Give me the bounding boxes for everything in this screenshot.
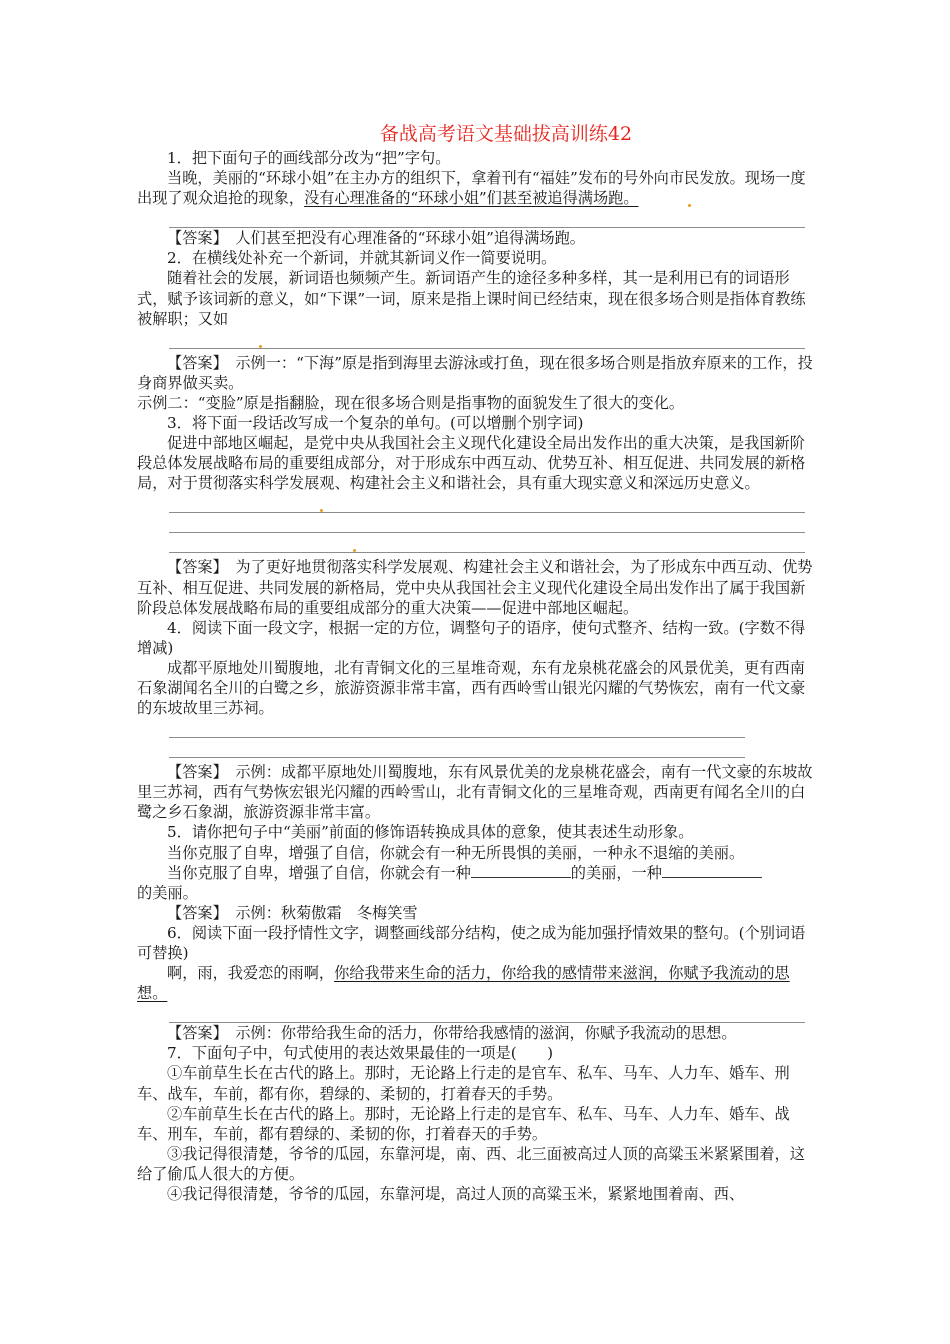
answer-text: 为了更好地贯彻落实科学发展观、构建社会主义和谐社会，为了形成东中西互动、优势互补、相互促进、共同发展的新格局，党中央从我国社会主义现代化建设全局出发作出了属于我国新阶段总体发展战略布局的重要组成部分的重大决策——促进中部地区崛起。	[137, 558, 813, 617]
answer-tag: 【答案】	[167, 558, 221, 577]
question-1-prompt: 1．把下面句子的画线部分改为“把”字句。	[167, 149, 451, 167]
question-7-option-2: ②车前草生长在古代的路上。那时，无论路上行走的是官车、私车、马车、人力车、婚车、战车、刑车，车前，都有碧绿的、柔韧的你，打着春天的手势。	[137, 1104, 790, 1143]
question-6-prompt: 6．阅读下面一段抒情性文字，调整画线部分结构，使之成为能加强抒情效果的整句。(个别词语可替换)	[137, 923, 806, 962]
answer-tag: 【答案】	[167, 229, 221, 248]
fill-blank[interactable]	[662, 863, 762, 878]
question-5-fill-a: 当你克服了自卑，增强了自信，你就会有一种	[167, 863, 471, 882]
answer-tag: 【答案】	[167, 903, 221, 922]
question-7-prompt: 7．下面句子中，句式使用的表达效果最佳的一项是( )	[167, 1044, 554, 1063]
answer-line	[169, 329, 805, 349]
question-1-underlined: 没有心理准备的“环球小姐”们甚至被追得满场跑。	[304, 189, 639, 208]
question-7-option-3: ③我记得很清楚，爷爷的瓜园，东靠河堤，南、西、北三面被高过人顶的高粱玉米紧紧围着，这给了偷瓜人很大的方便。	[137, 1144, 805, 1183]
answer-tag: 【答案】	[167, 763, 221, 782]
answer-text: 示例一：“下海”原是指到海里去游泳或打鱼，现在很多场合则是指放弃原来的工作，投身商界做买卖。	[137, 353, 813, 392]
answer-text: 示例：秋菊傲霜 冬梅笑雪	[235, 903, 418, 922]
question-6-text	[137, 963, 815, 1003]
question-4-answer	[137, 762, 815, 822]
answer-text: 示例：成都平原地处川蜀腹地，东有风景优美的龙泉桃花盛会，南有一代文豪的东坡故里三苏祠，西有气势恢宏银光闪耀的西岭雪山，北有青铜文化的三星堆奇观，西南更有闻名全川的白鹭之乡石象湖，旅游资源非常丰富。	[137, 763, 813, 822]
answer-line	[169, 738, 745, 758]
document-page	[137, 122, 815, 1204]
question-3-text: 促进中部地区崛起，是党中央从我国社会主义现代化建设全局出发作出的重大决策，是我国新阶段总体发展战略布局的重要组成部分，对于形成东中西互动、优势互补、相互促进、共同发展的新格局，对于贯彻落实科学发展观、构建社会主义和谐社会，具有重大现实意义和深远历史意义。	[137, 434, 806, 493]
answer-line	[169, 718, 745, 738]
question-2-answer-2: 示例二：“变脸”原是指翻脸，现在很多场合则是指事物的面貌发生了很大的变化。	[137, 393, 685, 412]
question-5-text-2	[137, 863, 815, 903]
answer-line	[169, 513, 805, 533]
question-6-underlined: 你给我带来生命的活力，你给我的感情带来滋润，你赋予我流动的思想。	[137, 964, 790, 1003]
question-7-option-1: ①车前草生长在古代的路上。那时，无论路上行走的是官车、私车、马车、人力车、婚车、刑车、战车，车前，都有你，碧绿的、柔韧的，打着春天的手势。	[137, 1064, 790, 1103]
question-1-answer	[137, 228, 815, 248]
answer-line	[169, 1003, 805, 1023]
answer-line	[169, 208, 805, 228]
answer-line	[169, 493, 805, 513]
question-7-option-4: ④我记得很清楚，爷爷的瓜园，东靠河堤，高过人顶的高粱玉米，紧紧地围着南、西、	[167, 1185, 745, 1204]
answer-text: 人们甚至把没有心理准备的“环球小姐”追得满场跑。	[235, 229, 585, 248]
fill-blank[interactable]	[471, 863, 571, 878]
question-5-answer	[137, 903, 815, 923]
question-4-prompt: 4．阅读下面一段文字，根据一定的方位，调整句子的语序，使句式整齐、结构一致。(字数不得增减)	[137, 618, 806, 657]
question-5-text-1: 当你克服了自卑，增强了自信，你就会有一种无所畏惧的美丽，一种永不退缩的美丽。	[167, 843, 745, 862]
question-5-fill-c: 的美丽。	[137, 883, 198, 902]
answer-text: 示例：你带给我生命的活力，你带给我感情的滋润，你赋予我流动的思想。	[235, 1024, 737, 1043]
question-2-text: 随着社会的发展，新词语也频频产生。新词语产生的途径多种多样，其一是利用已有的词语形式，赋予该词新的意义，如“下课”一词，原来是指上课时间已经结束，现在很多场合则是指体育教练被解职；又如	[137, 269, 806, 328]
answer-tag: 【答案】	[167, 1024, 221, 1043]
question-3-answer	[137, 557, 815, 617]
question-6-answer	[137, 1023, 815, 1043]
question-3-prompt: 3．将下面一段话改写成一个复杂的单句。(可以增删个别字词)	[167, 414, 584, 433]
question-6-plain: 啊，雨，我爱恋的雨啊，	[167, 964, 335, 983]
question-2-prompt: 2．在横线处补充一个新词，并就其新词义作一简要说明。	[167, 249, 557, 268]
question-1-plain: 当晚，美丽的“环球小姐”在主办方的组织下，拿着刊有“福娃”发布的号外向市民发放。现场一度出现了观众追抢的现象，	[137, 169, 806, 208]
question-5-prompt: 5．请你把句子中“美丽”前面的修饰语转换成具体的意象，使其表述生动形象。	[167, 823, 694, 842]
question-4-text: 成都平原地处川蜀腹地，北有青铜文化的三星堆奇观，东有龙泉桃花盛会的风景优美，更有西南石象湖闻名全川的白鹭之乡，旅游资源非常丰富，西有西岭雪山银光闪耀的气势恢宏，南有一代文豪的东坡故里三苏祠。	[137, 658, 806, 718]
answer-line	[169, 533, 805, 553]
document-title: 备战高考语文基础拔高训练42	[379, 123, 633, 145]
question-1-text	[137, 168, 815, 208]
question-5-fill-b: 的美丽，一种	[570, 863, 662, 882]
question-2-answer	[137, 353, 815, 393]
answer-tag: 【答案】	[167, 353, 221, 372]
